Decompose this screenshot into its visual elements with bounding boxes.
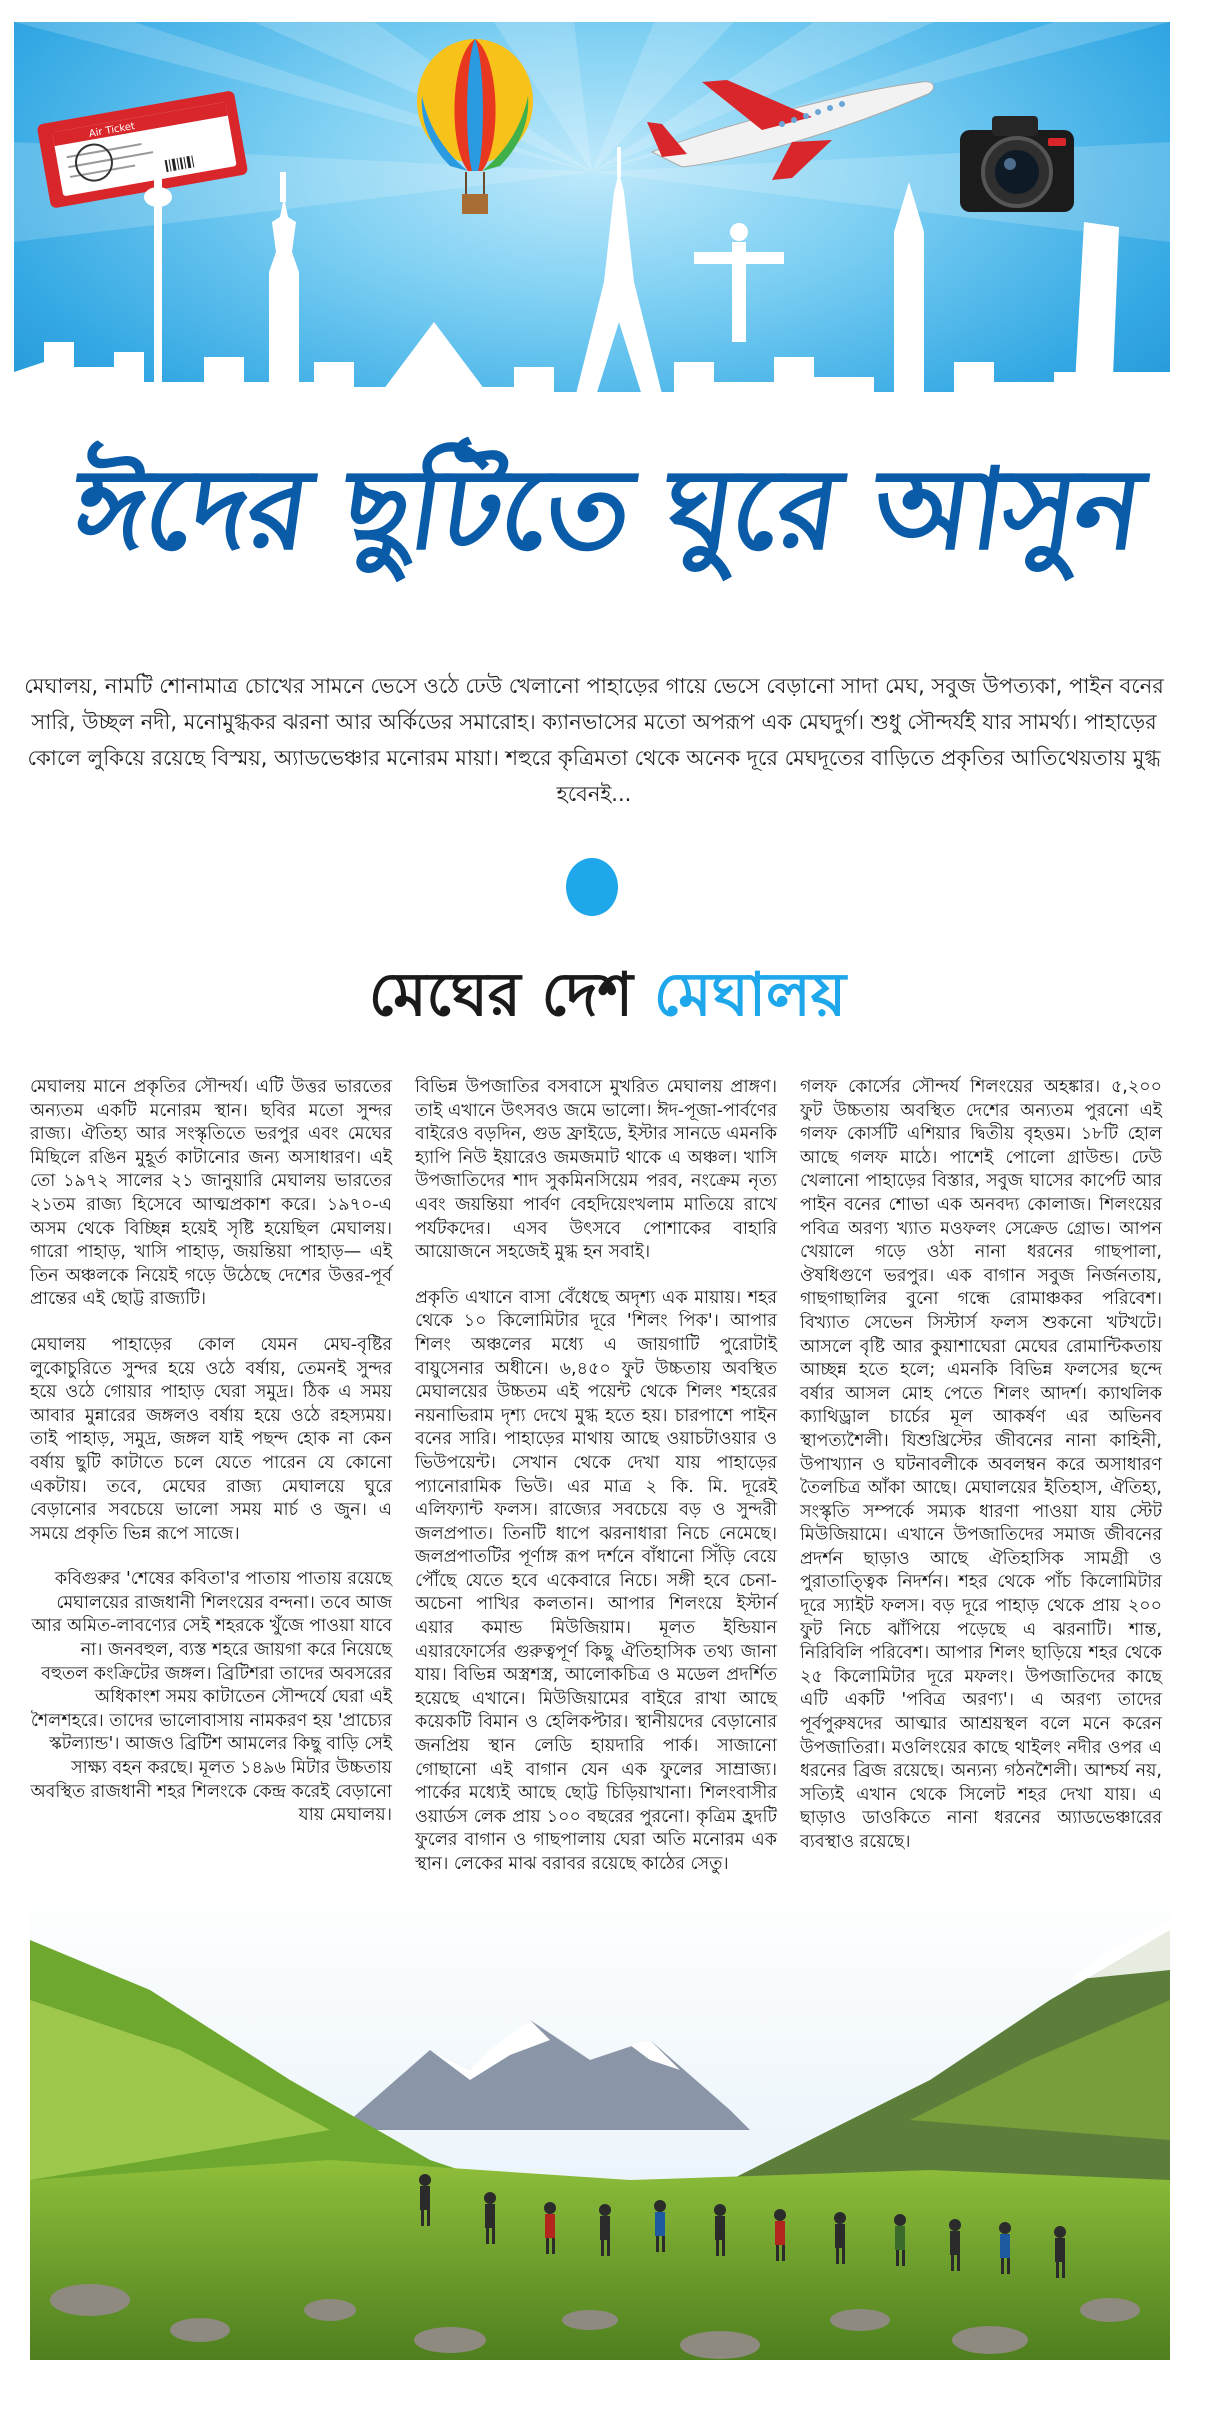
landmark-skyline [14,22,1170,440]
article-paragraph: গলফ কোর্সের সৌন্দর্য শিলংয়ের অহঙ্কার। ৫,২০০ ফুট উচ্চতায় অবস্থিত দেশের অন্যতম পুরনো এই গলফ কোর্সটি এশিয়ার দ্বিতীয় বৃহত্তম। ১৮টি হোল আছে গলফ মাঠে। পাশেই পোলো গ্রাউন্ড। ঢেউ খেলানো পাহাড়ের বিস্তার, সবুজ ঘাসের কার্পেট আর পাইন বনের শোভা এক অনবদ্য কোলাজ। শিলংয়ের পবিত্র অরণ্য খ্যাত মওফলং সেক্রেড গ্রোভ। আপন খেয়ালে গড়ে ওঠা নানা ধরনের গাছপালা, ঔষধিগুণে ভরপুর। এক বাগান সবুজ নির্জনতায়, গাছগাছালির বুনো গন্ধে রোমাঞ্চকর পরিবেশ। বিখ্যাত সেভেন সিস্টার্স ফলস শুকনো খটখটে। আসলে বৃষ্টি আর কুয়াশাঘেরা মেঘের রোমান্টিকতায় আচ্ছন্ন হতে হলে; এমনকি বিভিন্ন ফলসের ছন্দে বর্ষার আসল মোহ পেতে শিলং আদর্শ। ক্যাথলিক ক্যাথিড্রাল চার্চের মূল আকর্ষণ এর অভিনব স্থাপত্যশৈলী। যিশুখ্রিস্টের জীবনের নানা কাহিনী, উপাখ্যান ও ঘটনাবলীকে অবলম্বন করে অসাধারণ তৈলচিত্র আঁকা আছে। মেঘালয়ের ইতিহাস, ঐতিহ্য, সংস্কৃতি সম্পর্কে সম্যক ধারণা পাওয়া যায় স্টেট মিউজিয়ামে। এখানে উপজাতিদের সমাজ জীবনের প্রদর্শন ছাড়াও আছে ঐতিহাসিক সামগ্রী ও পুরাতাত্ত্বিক নিদর্শন। শহর থেকে পাঁচ কিলোমিটার দূরে স্যাইট ফলস। বড় দূরে পাহাড় থেকে প্রায় ২০০ ফুট নিচে ঝাঁপিয়ে পড়েছে এ ঝরনাটি। শান্ত, নিরিবিলি পরিবেশ। আপার শিলং ছাড়িয়ে শহর থেকে ২৫ কিলোমিটার দূরে মফলং। উপজাতিদের কাছে এটি একটি 'পবিত্র অরণ্য'। এ অরণ্য তাদের পূর্বপুরুষদের আত্মার আশ্রয়স্থল বলে মনে করেন উপজাতিরা। মওলিংয়ের কাছে থাইলং নদীর ওপর এ ধরনের ব্রিজ রয়েছে। অন্যন্য গঠনশৈলী। আশ্চর্য নয়, সত্যিই এখান থেকে সিলেট শহর দেখা যায়। এ ছাড়াও ডাওকিতে নানা ধরনের অ্যাডভেঞ্চারের ব্যবস্থাও রয়েছে। [800,1077,1162,1852]
travel-banner [14,22,1170,440]
article-paragraph: মেঘালয় পাহাড়ের কোল যেমন মেঘ-বৃষ্টির লুকোচুরিতে সুন্দর হয়ে ওঠে বর্ষায়, তেমনই সুন্দর হয়ে ওঠে গোয়ার পাহাড় ঘেরা সমুদ্র। ঠিক এ সময় আবার মুন্নারের জঙ্গলও বর্ষায় হয়ে ওঠে রহস্যময়। তাই পাহাড়, সমুদ্র, জঙ্গল যাই পছন্দ হোক না কেন বর্ষায় ছুটি কাটাতে চলে যেতে পারেন যে কোনো একটায়। তবে, মেঘের রাজ্য মেঘালয়ে ঘুরে বেড়ানোর সবচেয়ে ভালো সময় মার্চ ও জুন। এ সময়ে প্রকৃতি ভিন্ন রূপে সাজে। [30,1334,392,1544]
article-column-2 [415,1076,777,1899]
article-paragraph: বিভিন্ন উপজাতির বসবাসে মুখরিত মেঘালয় প্রাঙ্গণ। তাই এখানে উৎসবও জমে ভালো। ঈদ-পূজা-পার্বণের বাইরেও বড়দিন, গুড ফ্রাইডে, ইস্টার সানডে এমনকি হ্যাপি নিউ ইয়ারেও জমজমাট থাকে এ অঞ্চল। খাসি উপজাতিদের শাদ সুকমিনসিয়েম পরব, নংক্রেম নৃত্য এবং জয়ন্তিয়া পার্বণ বেহদিয়েংখলাম মাতিয়ে রাখে পর্যটকদের। এসব উৎসবে পোশাকের বাহারি আয়োজনে সহজেই মুগ্ধ হন সবাই। [415,1077,777,1263]
article-paragraph: প্রকৃতি এখানে বাসা বেঁধেছে অদৃশ্য এক মায়ায়। শহর থেকে ১০ কিলোমিটার দূরে 'শিলং পিক'। আপার শিলং অঞ্চলের মধ্যে এ জায়গাটি পুরোটাই বায়ুসেনার অধীনে। ৬,৪৫০ ফুট উচ্চতায় অবস্থিত মেঘালয়ের উচ্চতম এই পয়েন্ট থেকে শিলং শহরের নয়নাভিরাম দৃশ্য দেখে মুগ্ধ হতে হয়। চারপাশে পাইন বনের সারি। পাহাড়ের মাথায় আছে ওয়াচটাওয়ার ও ভিউপয়েন্ট। সেখান থেকে দেখা যায় পাহাড়ের প্যানোরামিক ভিউ। এর মাত্র ২ কি. মি. দূরেই এলিফ্যান্ট ফলস। রাজ্যের সবচেয়ে বড় ও সুন্দরী জলপ্রপাত। তিনটি ধাপে ঝরনাধারা নিচে নেমেছে। জলপ্রপাতটির পূর্ণাঙ্গ রূপ দর্শনে বাঁধানো সিঁড়ি বেয়ে পৌঁছে যেতে হবে একেবারে নিচে। সঙ্গী হবে চেনা-অচেনা পাখির কলতান। আপার শিলংয়ে ইস্টার্ন এয়ার কমান্ড মিউজিয়াম। মূলত ইন্ডিয়ান এয়ারফোর্সের গুরুত্বপূর্ণ কিছু ঐতিহাসিক তথ্য জানা যায়। বিভিন্ন অস্ত্রশস্ত্র, আলোকচিত্র ও মডেল প্রদর্শিত হয়েছে এখানে। মিউজিয়ামের বাইরে রাখা আছে কয়েকটি বিমান ও হেলিকপ্টার। স্থানীয়দের বেড়ানোর জনপ্রিয় স্থান লেডি হায়দারি পার্ক। সাজানো গোছানো এই বাগান যেন এক ফুলের সাম্রাজ্য। পার্কের মধ্যেই আছে ছোট্ট চিড়িয়াখানা। শিলংবাসীর ওয়ার্ডস লেক প্রায় ১০০ বছরের পুরনো। কৃত্রিম হ্রদটি ফুলের বাগান ও গাছপালায় ঘেরা অতি মনোরম এক স্থান। লেকের মাঝ বরাবর রয়েছে কাঠের সেতু। [415,1287,777,1874]
hikers-mountain-scene [30,1880,1170,2360]
ticket-label: Air Ticket [88,121,136,140]
decorative-dot [566,858,618,916]
article-column-1 [30,1076,392,1850]
section-title-dark: মেঘের দেশ [368,960,634,1030]
section-title-blue: মেঘালয় [653,960,847,1030]
article-column-3 [800,1076,1162,1877]
main-title: ঈদের ছুটিতে ঘুরে আসুন [65,445,1150,575]
section-title [0,950,1215,1040]
article-paragraph: মেঘালয় মানে প্রকৃতির সৌন্দর্য। এটি উত্তর ভারতের অন্যতম একটি মনোরম স্থান। ছবির মতো সুন্দর রাজ্য। ঐতিহ্য আর সংস্কৃতিতে ভরপুর এবং মেঘের মিছিলে রঙিন মুহূর্ত কাটানোর জন্য অসাধারণ। এই তো ১৯৭২ সালের ২১ জানুয়ারি মেঘালয় ভারতের ২১তম রাজ্য হিসেবে আত্মপ্রকাশ করে। ১৯৭০-এ অসম থেকে বিচ্ছিন্ন হয়েই সৃষ্টি হয়েছিল মেঘালয়। গারো পাহাড়, খাসি পাহাড়, জয়ন্তিয়া পাহাড়— এই তিন অঞ্চলকে নিয়েই গড়ে উঠেছে দেশের উত্তর-পূর্ব প্রান্তের এই ছোট্ট রাজ্যটি। [30,1077,392,1310]
intro-paragraph: মেঘালয়, নামটি শোনামাত্র চোখের সামনে ভেসে ওঠে ঢেউ খেলানো পাহাড়ের গায়ে ভেসে বেড়ানো সাদা মেঘ, সবুজ উপত্যকা, পাইন বনের সারি, উচ্ছল নদী, মনোমুগ্ধকর ঝরনা আর অর্কিডের সমারোহ। ক্যানভাসের মতো অপরূপ এক মেঘদুর্গ। শুধু সৌন্দর্যই যার সামর্থ্য। পাহাড়ের কোলে লুকিয়ে রয়েছে বিস্ময়, অ্যাডভেঞ্চার মনোরম মায়া। শহুরে কৃত্রিমতা থেকে অনেক দূরে মেঘদূতের বাড়িতে প্রকৃতির আতিথেয়তায় মুগ্ধ হবেনই... [24,674,1164,806]
article-paragraph: কবিগুরুর 'শেষের কবিতা'র পাতায় পাতায় রয়েছে মেঘালয়ের রাজধানী শিলংয়ের বন্দনা। তবে আজ আর অমিত-লাবণ্যের সেই শহরকে খুঁজে পাওয়া যাবে না। জনবহুল, ব্যস্ত শহরে জায়গা করে নিয়েছে বহুতল কংক্রিটের জঙ্গল। ব্রিটিশরা তাদের অবসরের অধিকাংশ সময় কাটাতেন সৌন্দর্যে ঘেরা এই শৈলশহরে। তাদের ভালোবাসায় নামকরণ হয় 'প্রাচ্যের স্কটল্যান্ড'। আজও ব্রিটিশ আমলের কিছু বাড়ি সেই সাক্ষ্য বহন করছে। মূলত ১৪৯৬ মিটার উচ্চতায় অবস্থিত রাজধানী শহর শিলংকে কেন্দ্র করেই বেড়ানো যায় মেঘালয়। [30,1569,392,1826]
